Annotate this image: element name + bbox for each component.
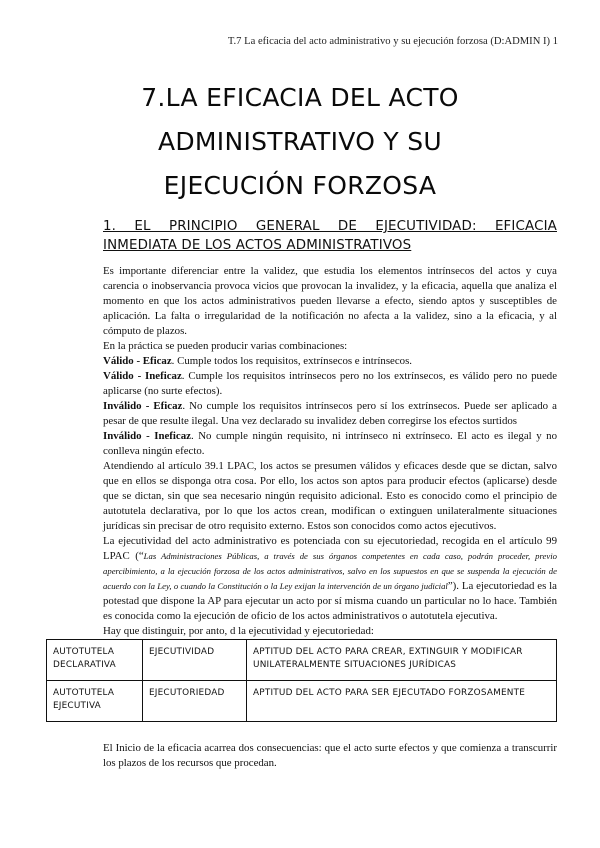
paragraph-combinaciones-intro: En la práctica se pueden producir varias combinaciones: [103, 340, 348, 352]
combination-label: Inválido - Eficaz [103, 400, 183, 412]
body-text [103, 264, 557, 639]
combination-label: Válido - Eficaz [103, 355, 172, 367]
paragraph-text: La ejecutividad del acto administrativo es potenciada con su ejecutoriedad, recogida en el artículo 99 LPAC (“ [103, 535, 557, 562]
comparison-table [46, 639, 557, 722]
paragraph-distinguir: Hay que distinguir, por anto, d la ejecutividad y ejecutoriedad: [103, 625, 374, 637]
combination-invalido-eficaz [103, 399, 557, 429]
paragraph-articulo-99 [103, 534, 557, 624]
combination-text: . Cumple los requisitos intrínsecos pero no los extrínsecos, es válido pero no puede aplicarse (no surte efectos). [103, 370, 558, 397]
combination-text: . Cumple todos los requisitos, extrínsecos e intrínsecos. [171, 355, 413, 367]
page-title [60, 76, 540, 208]
table-cell: EJECUTIVIDAD [143, 640, 247, 681]
title-line-1: 7.LA EFICACIA DEL ACTO [141, 83, 459, 112]
combination-valido-ineficaz [103, 369, 557, 399]
table-cell: APTITUD DEL ACTO PARA SER EJECUTADO FORZOSAMENTE [247, 681, 557, 722]
combination-text: . No cumple ningún requisito, ni intrínseco ni extrínseco. El acto es ilegal y no conlleva ningún efecto. [103, 430, 557, 457]
title-line-2: ADMINISTRATIVO Y SU [157, 127, 443, 156]
table-row [47, 681, 557, 722]
combination-invalido-ineficaz [103, 429, 557, 459]
combination-text: . No cumple los requisitos intrínsecos pero sí los extrínsecos. Puede ser aplicado a pesar de que resulte ilegal. Una vez declarado su invalidez deben corregirse los efectos surtidos [103, 400, 557, 427]
running-header: T.7 La eficacia del acto administrativo y su ejecución forzosa (D:ADMIN I) 1 [227, 36, 558, 47]
combination-label: Inválido - Ineficaz [103, 430, 191, 442]
section-heading [103, 217, 557, 255]
paragraph-text: ”). La ejecutoriedad es la potestad que dispone la AP para ejecutar un acto por sí misma cuando un particular no lo hace. También es conocida como la ejecución de oficio de los actos administrativos o autotutela ejecutiva. [103, 580, 557, 622]
paragraph-validez-eficacia: Es importante diferenciar entre la validez, que estudia los elementos intrínsecos del actos y cuya carencia o inobservancia provoca vicios que provocan la invalidez, y la eficacia, aquella que analiza el momento en que los actos administrativos pueden llevarse a efecto, siendo aptos y susceptibles de aplicación. La falta o irregularidad de la notificación no afecta a la validez, sino a la eficacia, y al cómputo de plazos. [103, 265, 557, 337]
table-cell: EJECUTORIEDAD [143, 681, 247, 722]
section-heading-line-1: 1. EL PRINCIPIO GENERAL DE EJECUTIVIDAD: EFICACIA [103, 219, 557, 234]
table-cell: AUTOTUTELA DECLARATIVA [47, 640, 143, 681]
table-cell: APTITUD DEL ACTO PARA CREAR, EXTINGUIR Y MODIFICAR UNILATERALMENTE SITUACIONES JURÍDICAS [247, 640, 557, 681]
title-line-3: EJECUCIÓN FORZOSA [163, 171, 437, 200]
table-row [47, 640, 557, 681]
paragraph-inicio-eficacia: El Inicio de la eficacia acarrea dos consecuencias: que el acto surte efectos y que comienza a transcurrir los plazos de los recursos que procedan. [103, 741, 557, 769]
paragraph-articulo-39: Atendiendo al artículo 39.1 LPAC, los actos se presumen válidos y eficaces desde que se dictan, salvo que en ellos se disponga otra cosa. Por ello, los actos son aptos para producir efectos (aplicarse) desde que se dictan, sin que sea necesario ningún requisito adicional. Esto es conocido como el principio de autotutela declarativa, por lo que los actos crean, modifican o extinguen unilateralmente situaciones jurídicas sin precisar de otro requisito externo. Estos son conocidos como actos ejecutivos. [103, 460, 557, 532]
combination-valido-eficaz [103, 354, 557, 369]
combination-label: Válido - Ineficaz [103, 370, 182, 382]
table-cell: AUTOTUTELA EJECUTIVA [47, 681, 143, 722]
legal-quote: Las Administraciones Públicas, a través de sus órganos competentes en cada caso, podrán proceder, previo apercibimiento, a la ejecución forzosa de los actos administrativos, salvo en los supuestos en que se suspenda la ejecución de acuerdo con la Ley, o cuando la Constitución o la Ley exijan la intervención de un órgano judicial [103, 551, 558, 591]
section-heading-line-2: INMEDIATA DE LOS ACTOS ADMINISTRATIVOS [103, 238, 412, 253]
